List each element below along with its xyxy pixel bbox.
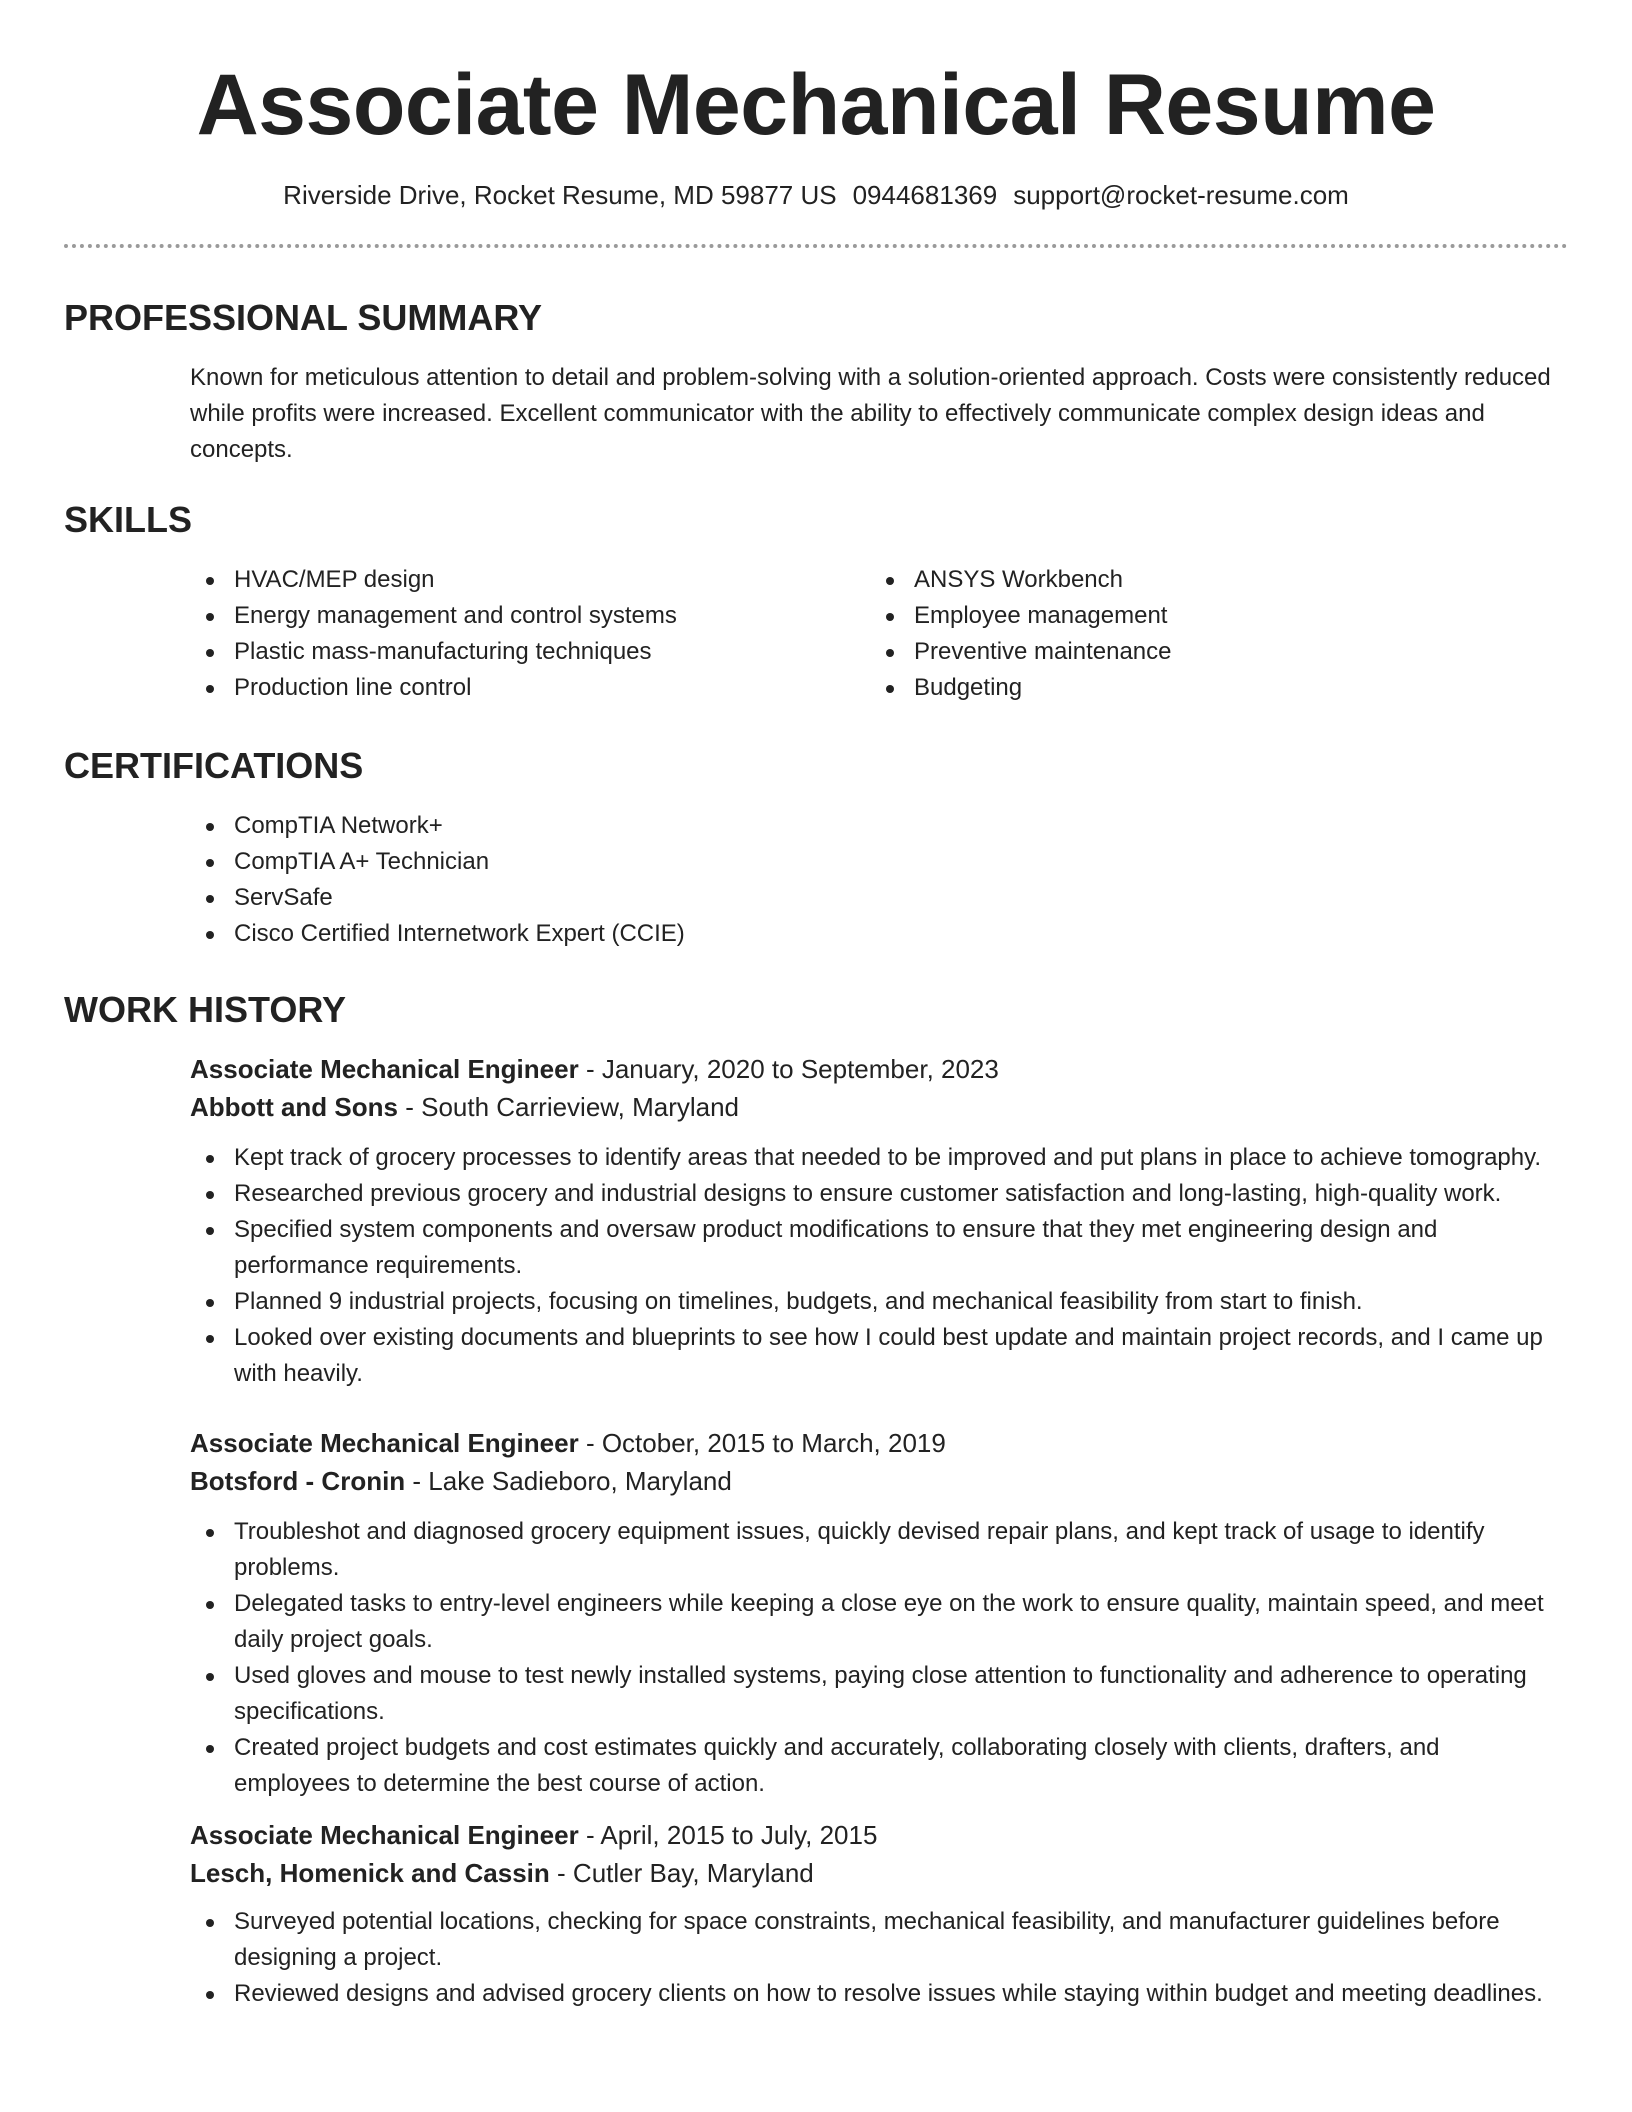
job-dates: - April, 2015 to July, 2015 (585, 1820, 878, 1850)
job-role: Associate Mechanical Engineer (190, 1428, 579, 1458)
job-bullets (190, 1514, 1562, 1802)
certifications-section (64, 745, 1568, 952)
job-bullet: Kept track of grocery processes to identify areas that needed to be improved and put plans in place to achieve tomography. (190, 1140, 1562, 1176)
job-bullet: Used gloves and mouse to test newly installed systems, paying close attention to functionality and adherence to operating specifications. (190, 1658, 1562, 1730)
job-dates: - October, 2015 to March, 2019 (585, 1428, 946, 1458)
job-entry (190, 1816, 1562, 2012)
skills-section (64, 499, 1568, 706)
job-location: - Cutler Bay, Maryland (557, 1858, 814, 1888)
job-bullet: Surveyed potential locations, checking for space constraints, mechanical feasibility, and manufacturer guidelines before designing a project. (190, 1904, 1562, 1976)
job-bullet: Reviewed designs and advised grocery clients on how to resolve issues while staying within budget and meeting deadlines. (190, 1976, 1562, 2012)
contact-phone: 0944681369 (852, 180, 998, 210)
job-dates: - January, 2020 to September, 2023 (585, 1054, 999, 1084)
job-bullet: Planned 9 industrial projects, focusing on timelines, budgets, and mechanical feasibility from start to finish. (190, 1284, 1562, 1320)
header-divider (64, 244, 1568, 248)
job-bullet: Delegated tasks to entry-level engineers while keeping a close eye on the work to ensure quality, maintain speed, and meet daily project goals. (190, 1586, 1562, 1658)
job-company: Abbott and Sons (190, 1092, 398, 1122)
job-company-line (190, 1854, 1562, 1892)
job-bullet: Specified system components and oversaw product modifications to ensure that they met engineering design and performance requirements. (190, 1212, 1562, 1284)
skill-item: Employee management (870, 598, 1550, 634)
skill-item: Energy management and control systems (190, 598, 870, 634)
certification-item: CompTIA A+ Technician (190, 844, 1562, 880)
skills-heading: SKILLS (64, 499, 193, 540)
skills-list-right (870, 562, 1550, 706)
job-entry (190, 1050, 1562, 1392)
job-company-line (190, 1088, 1562, 1126)
contact-address: Riverside Drive, Rocket Resume, MD 59877 US (283, 180, 837, 210)
certifications-list (190, 808, 1562, 952)
job-bullet: Troubleshot and diagnosed grocery equipment issues, quickly devised repair plans, and kept track of usage to identify problems. (190, 1514, 1562, 1586)
job-bullet: Looked over existing documents and blueprints to see how I could best update and maintain project records, and I came up with heavily. (190, 1320, 1562, 1392)
skills-grid (190, 562, 1562, 706)
summary-text: Known for meticulous attention to detail and problem-solving with a solution-oriented approach. Costs were consistently reduced while profits were increased. Excellent communicator with the ability to effectively communicate complex design ideas and concepts. (190, 364, 1551, 463)
skill-item: Plastic mass-manufacturing techniques (190, 634, 870, 670)
skill-item: Production line control (190, 670, 870, 706)
job-company: Lesch, Homenick and Cassin (190, 1858, 550, 1888)
job-entry (190, 1424, 1562, 1802)
work-history-section (64, 989, 1568, 2012)
resume-page (64, 0, 1568, 2112)
summary-section (64, 297, 1568, 468)
job-company: Botsford - Cronin (190, 1466, 406, 1496)
contact-email: support@rocket-resume.com (1013, 180, 1349, 210)
job-title-line (190, 1050, 1562, 1088)
job-bullets (190, 1140, 1562, 1392)
skill-item: Preventive maintenance (870, 634, 1550, 670)
skill-item: Budgeting (870, 670, 1550, 706)
job-bullet: Researched previous grocery and industrial designs to ensure customer satisfaction and long-lasting, high-quality work. (190, 1176, 1562, 1212)
job-location: - South Carrieview, Maryland (405, 1092, 740, 1122)
job-bullet: Created project budgets and cost estimates quickly and accurately, collaborating closely with clients, drafters, and employees to determine the best course of action. (190, 1730, 1562, 1802)
job-company-line (190, 1462, 1562, 1500)
skill-item: ANSYS Workbench (870, 562, 1550, 598)
resume-title: Associate Mechanical Resume (196, 57, 1436, 153)
summary-heading: PROFESSIONAL SUMMARY (64, 297, 543, 338)
work-history-heading: WORK HISTORY (64, 989, 347, 1030)
skills-list-left (190, 562, 870, 706)
certifications-heading: CERTIFICATIONS (64, 745, 364, 786)
job-title-line (190, 1816, 1562, 1854)
certification-item: Cisco Certified Internetwork Expert (CCIE) (190, 916, 1562, 952)
job-role: Associate Mechanical Engineer (190, 1054, 579, 1084)
job-location: - Lake Sadieboro, Maryland (412, 1466, 732, 1496)
job-role: Associate Mechanical Engineer (190, 1820, 579, 1850)
certification-item: CompTIA Network+ (190, 808, 1562, 844)
certification-item: ServSafe (190, 880, 1562, 916)
job-bullets (190, 1904, 1562, 2012)
contact-line (64, 182, 1568, 208)
job-title-line (190, 1424, 1562, 1462)
skill-item: HVAC/MEP design (190, 562, 870, 598)
